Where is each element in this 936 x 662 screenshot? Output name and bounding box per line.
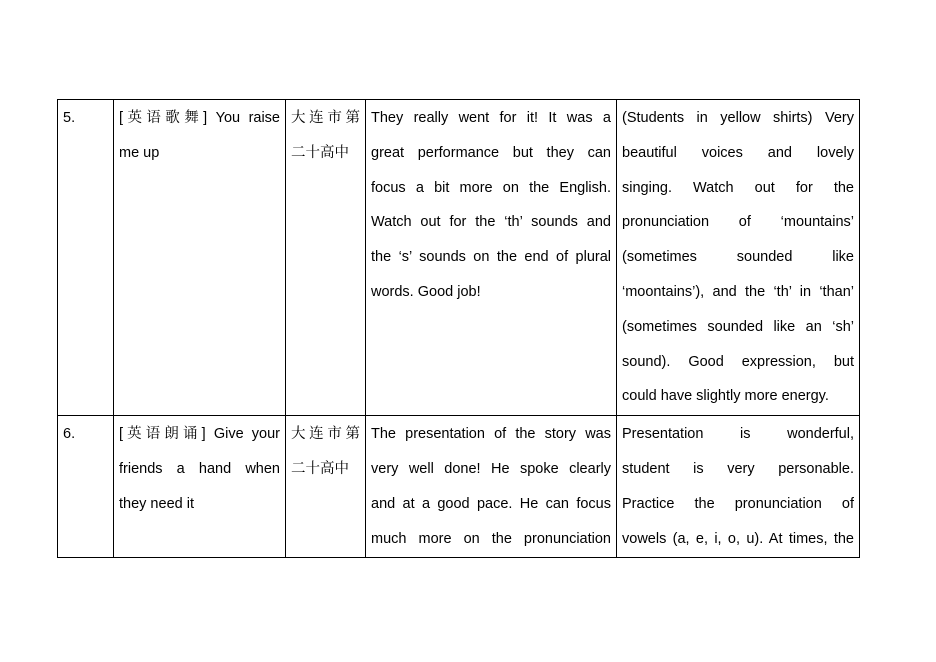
cell-text-line: 二十高中	[291, 460, 349, 477]
cell-text-line: 大连市第	[291, 426, 360, 443]
cell-text-line: words. Good job!	[371, 283, 481, 300]
cell-text-line: 二十高中	[291, 144, 349, 161]
cell-text-line: 大连市第	[291, 110, 360, 126]
cell-school	[286, 416, 366, 558]
cell-text-line: Practice the pronunciation of	[622, 495, 854, 512]
cell-text-line: They really went for it! It was a	[371, 110, 611, 126]
cell-text-line: student is very personable.	[622, 460, 854, 477]
table-row	[58, 100, 860, 416]
cell-text-line: and at a good pace. He can focus	[371, 495, 611, 512]
cell-text-line: pronunciation of ‘mountains’	[622, 214, 854, 231]
cell-text-line: focus a bit more on the English.	[371, 179, 611, 196]
cell-text-line: very well done! He spoke clearly	[371, 460, 611, 477]
cell-text-line: 6.	[63, 426, 76, 443]
cell-number	[58, 416, 114, 558]
cell-text-line: [英语歌舞] You raise	[119, 110, 280, 126]
cell-text-line: could have slightly more energy.	[622, 388, 829, 405]
cell-comment-1	[366, 100, 617, 416]
cell-text-line: beautiful voices and lovely	[622, 144, 854, 161]
cell-text-line: (sometimes sounded like	[622, 249, 854, 266]
cell-text-line: (sometimes sounded like an ‘sh’	[622, 318, 854, 335]
cell-program-title	[114, 416, 286, 558]
cell-comment-2	[617, 416, 860, 558]
cell-text-line: much more on the pronunciation	[371, 530, 611, 547]
cell-text-line: The presentation of the story was	[371, 426, 611, 443]
cell-text-line: 5.	[63, 110, 76, 126]
cell-program-title	[114, 100, 286, 416]
cell-text-line: the ‘s’ sounds on the end of plural	[371, 249, 611, 266]
cell-text-line: ‘moontains’), and the ‘th’ in ‘than’	[622, 283, 854, 300]
feedback-table	[57, 99, 860, 558]
cell-text-line: [英语朗诵] Give your	[119, 426, 280, 443]
cell-text-line: great performance but they can	[371, 144, 611, 161]
cell-text-line: (Students in yellow shirts) Very	[622, 110, 854, 126]
cell-comment-1	[366, 416, 617, 558]
cell-text-line: vowels (a, e, i, o, u). At times, the	[622, 530, 854, 547]
table-row	[58, 416, 860, 558]
cell-number	[58, 100, 114, 416]
cell-text-line: Watch out for the ‘th’ sounds and	[371, 214, 611, 231]
cell-text-line: me up	[119, 144, 160, 161]
cell-text-line: sound). Good expression, but	[622, 353, 854, 370]
cell-text-line: Presentation is wonderful,	[622, 426, 854, 443]
cell-comment-2	[617, 100, 860, 416]
cell-school	[286, 100, 366, 416]
cell-text-line: singing. Watch out for the	[622, 179, 854, 196]
cell-text-line: friends a hand when	[119, 460, 280, 477]
cell-text-line: they need it	[119, 495, 194, 512]
